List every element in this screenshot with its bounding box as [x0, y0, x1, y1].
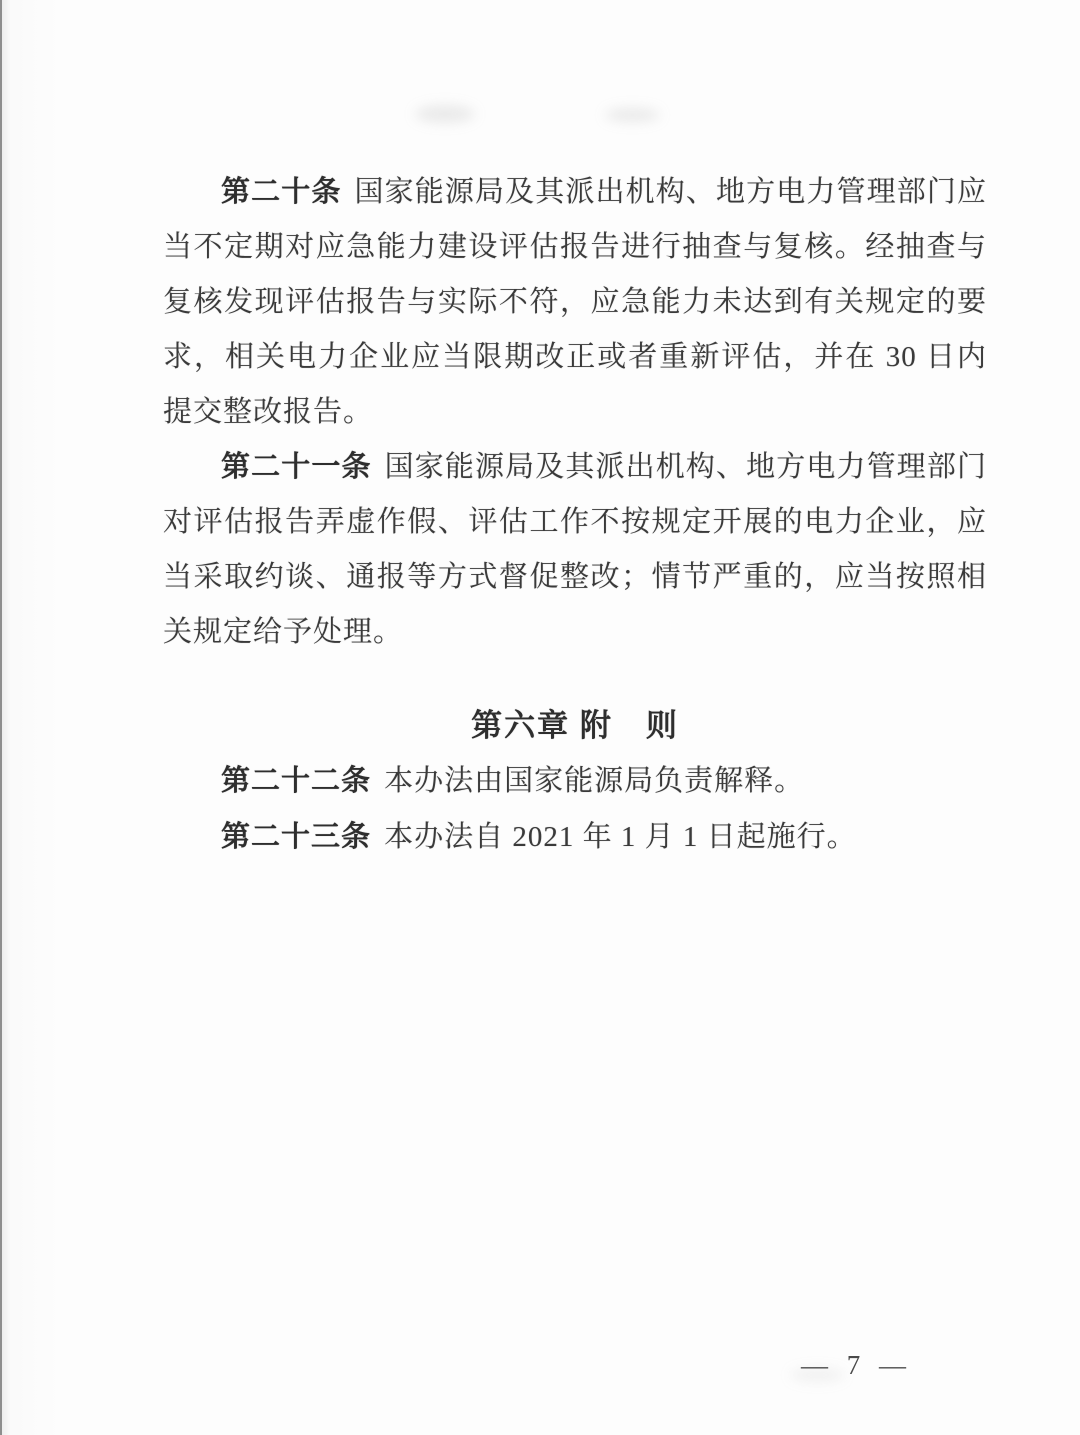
article-paragraph	[163, 810, 987, 865]
chapter-heading: 第六章 附 则	[471, 708, 679, 743]
page-number: — 7 —	[801, 1350, 912, 1380]
scan-artifact	[415, 105, 475, 123]
article-number: 第二十条	[221, 176, 342, 208]
scan-artifact	[605, 108, 660, 122]
article-text: 本办法由国家能源局负责解释。	[384, 765, 805, 797]
article-paragraph	[163, 440, 987, 660]
article-text: 国家能源局及其派出机构、地方电力管理部门应当不定期对应急能力建设评估报告进行抽查与复核。经抽查与复核发现评估报告与实际不符，应急能力未达到有关规定的要求，相关电力企业应当限期改正或者重新评估，并在 30 日内提交整改报告。	[163, 176, 987, 428]
article-number: 第二十三条	[221, 821, 372, 853]
article-number: 第二十二条	[221, 765, 372, 797]
article-paragraph	[163, 165, 987, 440]
article-paragraph	[163, 754, 987, 809]
article-text: 国家能源局及其派出机构、地方电力管理部门对评估报告弄虚作假、评估工作不按规定开展的电力企业，应当采取约谈、通报等方式督促整改；情节严重的，应当按照相关规定给予处理。	[163, 451, 987, 648]
article-number: 第二十一条	[221, 451, 372, 483]
article-text: 本办法自 2021 年 1 月 1 日起施行。	[384, 821, 857, 853]
document-content	[163, 165, 987, 865]
